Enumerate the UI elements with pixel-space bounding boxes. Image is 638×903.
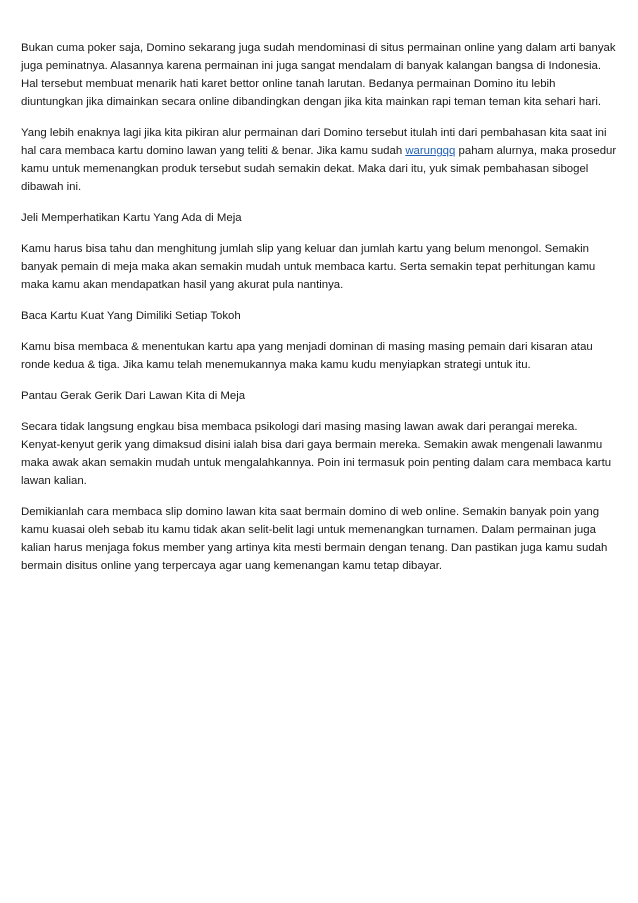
paragraph-text-before-link: Yang lebih enaknya lagi jika kita pikiran alur permainan dari Domino tersebut itulah inti dari pembahasan kita saat ini hal cara membaca kartu domino lawan yang teliti & benar. Jika kamu sudah bbox=[21, 127, 607, 157]
section-heading-jeli: Jeli Memperhatikan Kartu Yang Ada di Meja bbox=[21, 212, 242, 224]
section-heading-pantau: Pantau Gerak Gerik Dari Lawan Kita di Meja bbox=[21, 390, 246, 402]
warungqq-link[interactable]: warungqq bbox=[405, 145, 456, 157]
paragraph-conclusion: Demikianlah cara membaca slip domino lawan kita saat bermain domino di web online. Semakin banyak poin yang kamu kuasai oleh sebab itu kamu tidak akan selit-belit lagi untuk memenangkan turnamen. Dalam permainan juga kalian harus menjaga fokus member yang artinya kita mesti bermain dengan tenang. Dan pastikan juga kamu sudah bermain disitus online yang terpercaya agar uang kemenangan kamu tetap dibayar. bbox=[21, 506, 608, 572]
paragraph-count-cards: Kamu harus bisa tahu dan menghitung jumlah slip yang keluar dan jumlah kartu yang belum menongol. Semakin banyak pemain di meja maka akan semakin mudah untuk membaca kartu. Serta semakin tepat perhitungan kamu maka kamu akan mendapatkan hasil yang akurat pula nantinya. bbox=[21, 243, 596, 291]
paragraph-psychology: Secara tidak langsung engkau bisa membaca psikologi dari masing masing lawan awak dari perangai mereka. Kenyat-kenyut gerik yang dimaksud disini ialah bisa dari gaya bermain mereka. Semakin awak mengenali lawanmu maka awak akan semakin mudah untuk mengalahkannya. Poin ini termasuk poin penting dalam cara membaca kartu lawan kalian. bbox=[21, 421, 612, 487]
paragraph-text-after-link: paham alurnya, maka prosedur kamu untuk memenangkan produk tersebut sudah semakin dekat. Maka dari itu, yuk simak pembahasan sibogel dibawah ini. bbox=[21, 145, 617, 193]
paragraph-intro: Bukan cuma poker saja, Domino sekarang juga sudah mendominasi di situs permainan online yang dalam arti banyak juga peminatnya. Alasannya karena permainan ini juga sangat mendalam di banyak kalangan bangsa di Indonesia. Hal tersebut membuat menarik hati karet bettor online tanah larutan. Bedanya permainan Domino itu lebih diuntungkan jika dimainkan secara online dibandingkan dengan jika kita mainkan rapi teman teman kita sehari hari. bbox=[21, 42, 616, 108]
paragraph-reading-flow bbox=[21, 124, 619, 196]
section-heading-baca-kartu: Baca Kartu Kuat Yang Dimiliki Setiap Tokoh bbox=[21, 310, 241, 322]
paragraph-dominant-cards: Kamu bisa membaca & menentukan kartu apa yang menjadi dominan di masing masing pemain dari kisaran atau ronde kedua & tiga. Jika kamu telah menemukannya maka kamu kudu menyiapkan strategi untuk itu. bbox=[21, 341, 593, 371]
document-page bbox=[21, 39, 619, 588]
